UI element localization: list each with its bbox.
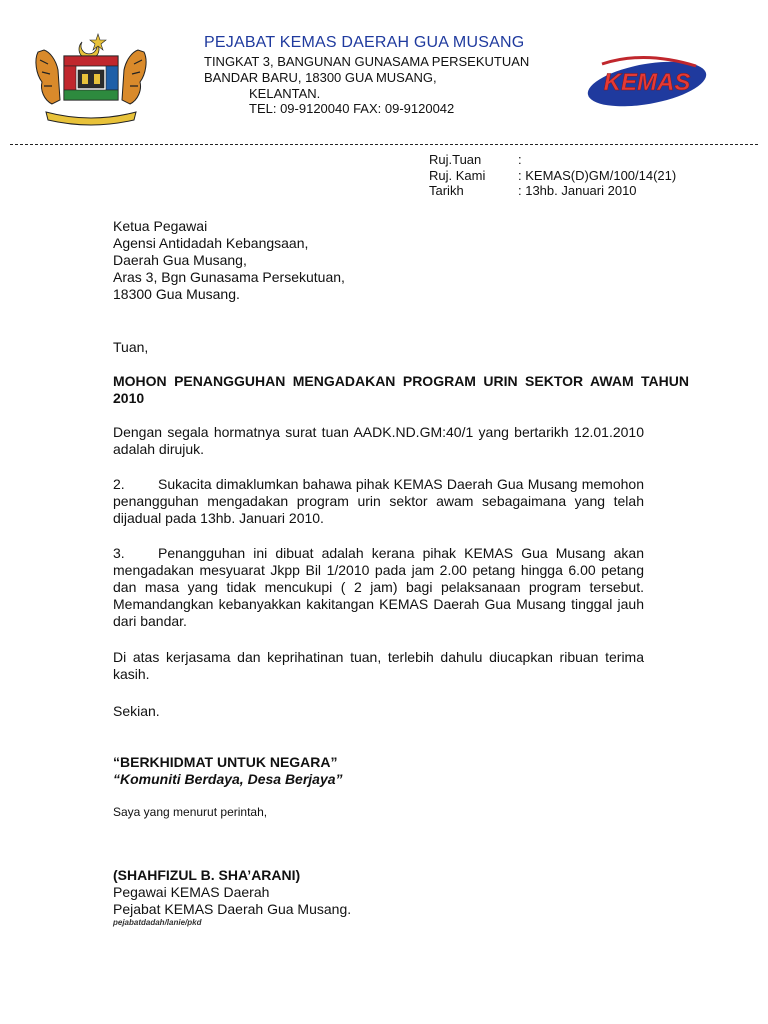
recipient-line-5: 18300 Gua Musang.	[113, 286, 240, 302]
recipient-line-1: Ketua Pegawai	[113, 218, 208, 234]
address-line-3: KELANTAN.	[249, 86, 321, 101]
recipient-line-4: Aras 3, Bgn Gunasama Persekutuan,	[113, 269, 345, 285]
paragraph-3	[113, 545, 644, 630]
ruj-tuan-label: Ruj.Tuan	[429, 152, 482, 167]
paragraph-4: Di atas kerjasama dan keprihatinan tuan, terlebih dahulu diucapkan ribuan terima kasih.	[113, 649, 644, 682]
malaysia-coat-of-arms-icon	[30, 30, 152, 126]
ruj-tuan-value: :	[518, 152, 522, 167]
paragraph-2-text: Sukacita dimaklumkan bahawa pihak KEMAS Daerah Gua Musang memohon penangguhan mengadakan program urin sektor awam sebagaimana yang telah dijadual pada 13hb. Januari 2010.	[113, 476, 644, 526]
motto-1: “BERKHIDMAT UNTUK NEGARA”	[113, 754, 338, 770]
salutation: Tuan,	[113, 339, 149, 355]
signatory-title: Pegawai KEMAS Daerah	[113, 884, 270, 900]
tarikh-label: Tarikh	[429, 183, 464, 198]
saya-menurut-perintah: Saya yang menurut perintah,	[113, 805, 268, 819]
office-name: PEJABAT KEMAS DAERAH GUA MUSANG	[204, 34, 525, 51]
address-line-2: BANDAR BARU, 18300 GUA MUSANG,	[204, 70, 437, 85]
ruj-kami-value: : KEMAS(D)GM/100/14(21)	[518, 168, 677, 183]
recipient-line-2: Agensi Antidadah Kebangsaan,	[113, 235, 309, 251]
paragraph-2-number: 2.	[113, 476, 125, 492]
file-reference: pejabatdadah/lanie/pkd	[113, 918, 202, 927]
sekian: Sekian.	[113, 703, 160, 719]
kemas-logo-text: KEMAS	[603, 69, 691, 96]
header-divider	[10, 144, 758, 145]
motto-2: “Komuniti Berdaya, Desa Berjaya”	[113, 771, 343, 787]
kemas-logo	[584, 52, 710, 112]
signatory-name: (SHAHFIZUL B. SHA’ARANI)	[113, 867, 301, 883]
contact-line: TEL: 09-9120040 FAX: 09-9120042	[249, 101, 455, 116]
paragraph-3-number: 3.	[113, 545, 125, 561]
address-line-1: TINGKAT 3, BANGUNAN GUNASAMA PERSEKUTUAN	[204, 54, 530, 69]
paragraph-2	[113, 476, 644, 527]
paragraph-3-text: Penangguhan ini dibuat adalah kerana pihak KEMAS Gua Musang akan mengadakan mesyuarat Jkpp Bil 1/2010 pada jam 2.00 petang hingga 6.00 petang dan masa yang tidak mencukupi ( 2 jam) bagi pelaksanaan program tersebut. Memandangkan kebanyakkan kakitangan KEMAS Daerah Gua Musang tinggal jauh dari bandar.	[113, 545, 644, 629]
subject-heading: MOHON PENANGGUHAN MENGADAKAN PROGRAM URIN SEKTOR AWAM TAHUN 2010	[113, 373, 689, 406]
recipient-line-3: Daerah Gua Musang,	[113, 252, 247, 268]
ruj-kami-label: Ruj. Kami	[429, 168, 486, 183]
tarikh-value: : 13hb. Januari 2010	[518, 183, 637, 198]
signatory-office: Pejabat KEMAS Daerah Gua Musang.	[113, 901, 352, 917]
paragraph-1: Dengan segala hormatnya surat tuan AADK.ND.GM:40/1 yang bertarikh 12.01.2010 adalah dirujuk.	[113, 424, 644, 457]
